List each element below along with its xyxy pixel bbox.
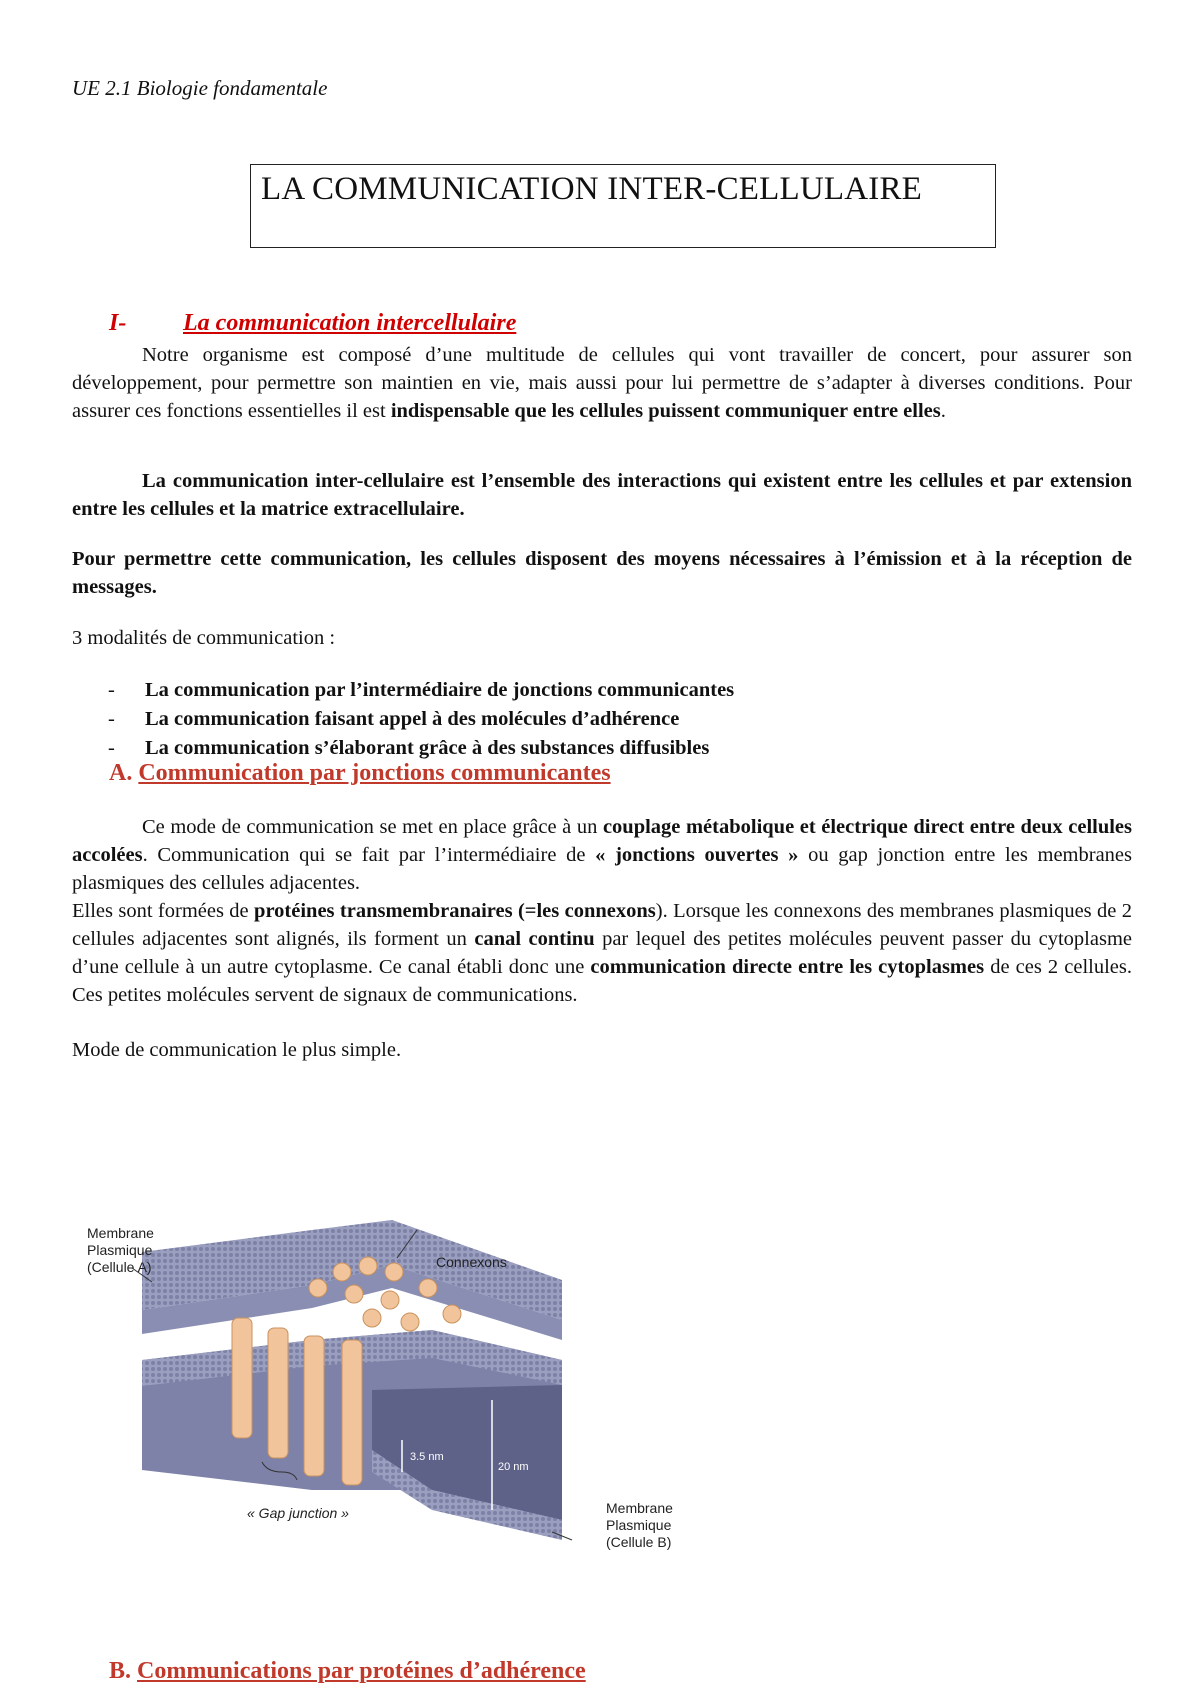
dim-large-label: 20 nm xyxy=(498,1461,529,1473)
label-membrane-a: Membrane Plasmique (Cellule A) xyxy=(87,1225,154,1275)
modalities-intro: 3 modalités de communication : xyxy=(72,627,336,649)
paragraph-simplest: Mode de communication le plus simple. xyxy=(72,1039,402,1061)
connexon-top xyxy=(359,1257,377,1275)
connexon-top xyxy=(309,1279,327,1297)
paragraph-connexons: Elles sont formées de protéines transmembranaires (=les connexons). Lorsque les connexons des membranes plasmiques de 2 cellules adjacentes sont alignés, ils forment un canal continu par lequel des petites molécules peuvent passer du cytoplasme d’une cellule à un autre cytoplasme. Ce canal établi donc une communication directe entre les cytoplasmes de ces 2 cellules. Ces petites molécules servent de signaux de communications. xyxy=(72,900,1132,1006)
section-A-title: Communication par jonctions communicantes xyxy=(138,760,611,786)
gap-junction-figure xyxy=(72,1210,712,1600)
section-A-heading xyxy=(109,760,611,787)
connexon-top xyxy=(363,1309,381,1327)
section-I-number: I- xyxy=(109,310,127,336)
connexon-channel xyxy=(342,1340,362,1485)
connexon-channel xyxy=(232,1318,252,1438)
course-header: UE 2.1 Biologie fondamentale xyxy=(72,76,328,100)
section-I-heading xyxy=(109,310,516,337)
dim-small-label: 3.5 nm xyxy=(410,1451,444,1463)
section-A-letter: A. xyxy=(109,760,133,786)
list-item: - La communication par l’intermédiaire de jonctions communicantes xyxy=(108,679,735,701)
connexon-channel xyxy=(268,1328,288,1458)
label-connexons: Connexons xyxy=(436,1254,507,1270)
section-B-letter: B. xyxy=(109,1658,132,1684)
connexon-channel xyxy=(304,1336,324,1476)
modalities-list xyxy=(72,676,1132,763)
connexon-top xyxy=(345,1285,363,1303)
section-B-heading xyxy=(109,1658,586,1685)
paragraph-definition: La communication inter-cellulaire est l’ensemble des interactions qui existent entre les cellules et par extension entre les cellules et la matrice extracellulaire. xyxy=(72,470,1132,520)
paragraph-means: Pour permettre cette communication, les cellules disposent des moyens nécessaires à l’émission et à la réception de messages. xyxy=(72,548,1132,598)
connexon-top xyxy=(385,1263,403,1281)
paragraph-intro: Notre organisme est composé d’une multitude de cellules qui vont travailler de concert, pour assurer son développement, pour permettre son maintien en vie, mais aussi pour lui permettre de s’adapter à diverses conditions. Pour assurer ces fonctions essentielles il est indispensable que les cellules puissent communiquer entre elles. xyxy=(72,344,1132,422)
list-item: - La communication faisant appel à des molécules d’adhérence xyxy=(108,708,680,730)
connexon-top xyxy=(333,1263,351,1281)
section-B-title: Communications par protéines d’adhérence xyxy=(137,1658,586,1684)
section-I-title: La communication intercellulaire xyxy=(183,310,517,336)
label-gap-junction: « Gap junction » xyxy=(247,1505,349,1521)
connexon-top xyxy=(419,1279,437,1297)
connexon-top xyxy=(443,1305,461,1323)
label-membrane-b: Membrane Plasmique (Cellule B) xyxy=(606,1500,673,1550)
paragraph-gap-junction: Ce mode de communication se met en place grâce à un couplage métabolique et électrique direct entre deux cellules accolées. Communication qui se fait par l’intermédiaire de « jonctions ouvertes » ou gap jonction entre les membranes plasmiques des cellules adjacentes. xyxy=(72,816,1133,894)
connexon-top xyxy=(401,1313,419,1331)
connexon-top xyxy=(381,1291,399,1309)
list-item: - La communication s’élaborant grâce à des substances diffusibles xyxy=(108,737,710,759)
title-box xyxy=(250,164,996,248)
page-title: LA COMMUNICATION INTER-CELLULAIRE xyxy=(261,171,923,207)
